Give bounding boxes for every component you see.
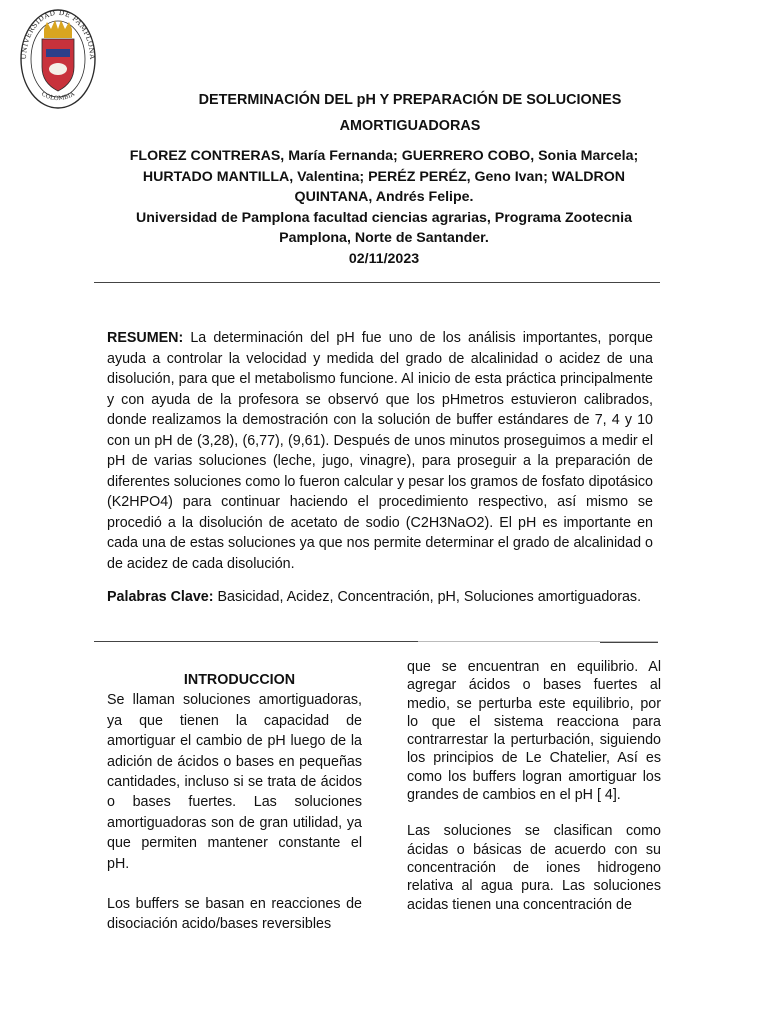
abstract-label: RESUMEN: bbox=[107, 330, 184, 346]
left-column bbox=[107, 670, 362, 935]
seal-ring-top-text: UNIVERSIDAD DE PAMPLONA bbox=[19, 8, 97, 60]
introduction-paragraph-1: Se llaman soluciones amortiguadoras, ya que tienen la capacidad de amortiguar el cambio de pH luego de la adición de ácidos o bases en pequeñas cantidades, incluso si se trata de ácidos o bases fuertes. Las soluciones amortiguadoras son de gran utilidad, ya que permiten mantener constante el pH. bbox=[107, 692, 362, 872]
seal-ring-bottom-text: COLOMBIA bbox=[40, 90, 76, 103]
university-seal-logo bbox=[18, 5, 98, 113]
document-title-line-1: DETERMINACIÓN DEL pH Y PREPARACIÓN DE SOLUCIONES bbox=[198, 92, 622, 108]
authors-line-3: QUINTANA, Andrés Felipe. bbox=[294, 189, 474, 206]
introduction-paragraph-4: Las soluciones se clasifican como ácidas o básicas de acuerdo con su concentración de iones hidrogeno relativa al agua pura. Las soluciones acidas tienen una concentración de bbox=[407, 823, 661, 913]
introduction-heading: INTRODUCCION bbox=[183, 672, 296, 688]
abstract-paragraph bbox=[107, 328, 653, 574]
keywords-label: Palabras Clave: bbox=[107, 589, 214, 605]
abstract-divider-left bbox=[94, 641, 418, 642]
crown-icon bbox=[44, 20, 72, 38]
introduction-paragraph-3: que se encuentran en equilibrio. Al agregar ácidos o bases fuertes al medio, se perturba este equilibrio, por lo que el sistema reacciona para contrarrestar la perturbación, siguiendo los principios de Le Chatelier, Así es como los buffers logran amortiguar los grandes de cambios en el pH [ 4]. bbox=[407, 659, 661, 804]
keywords-paragraph bbox=[107, 587, 653, 608]
abstract-text: La determinación del pH fue uno de los análisis importantes, porque ayuda a controlar la velocidad y medida del grado de alcalinidad o acidez de una disolución, para que el metabolismo funcione. Al inicio de esta práctica principalmente y con ayuda de la profesora se observó que los pHmetros estuvieron calibrados, donde realizamos la demostración con la solución de buffer estándares de 7, 4 y 10 con un pH de (3,28), (6,77), (9,61). Después de unos minutos proseguimos a medir el pH de varias soluciones (leche, jugo, vinagre), para proseguir a la preparación de diferentes soluciones como lo fueron calcular y pesar los gramos de fosfato dipotásico (K2HPO4) para continuar haciendo el procedimiento respectivo, así mismo se procedió a la disolución de acetato de sodio (C2H3NaO2). El pH es importante en cada una de estas soluciones ya que nos permite determinar el grado de alcalinidad o de acidez de cada disolución. bbox=[107, 330, 653, 572]
abstract-divider-right bbox=[600, 642, 658, 643]
authors-line-2: HURTADO MANTILLA, Valentina; PERÉZ PERÉZ, Geno Ivan; WALDRON bbox=[142, 168, 626, 185]
affiliation-line-2: Pamplona, Norte de Santander. bbox=[279, 230, 489, 247]
right-column bbox=[407, 658, 661, 914]
keywords-text: Basicidad, Acidez, Concentración, pH, Soluciones amortiguadoras. bbox=[213, 589, 642, 605]
authors-line-1: FLOREZ CONTRERAS, María Fernanda; GUERRERO COBO, Sonia Marcela; bbox=[129, 148, 639, 164]
svg-text:COLOMBIA bbox=[40, 90, 76, 102]
document-date: 02/11/2023 bbox=[348, 250, 420, 267]
authors-block bbox=[96, 146, 672, 270]
document-title-line-2: AMORTIGUADORAS bbox=[339, 118, 481, 134]
introduction-paragraph-2: Los buffers se basan en reacciones de disociación acido/bases reversibles bbox=[107, 896, 362, 933]
affiliation-line-1: Universidad de Pamplona facultad ciencias agrarias, Programa Zootecnia bbox=[136, 209, 632, 226]
header-divider bbox=[94, 282, 660, 283]
